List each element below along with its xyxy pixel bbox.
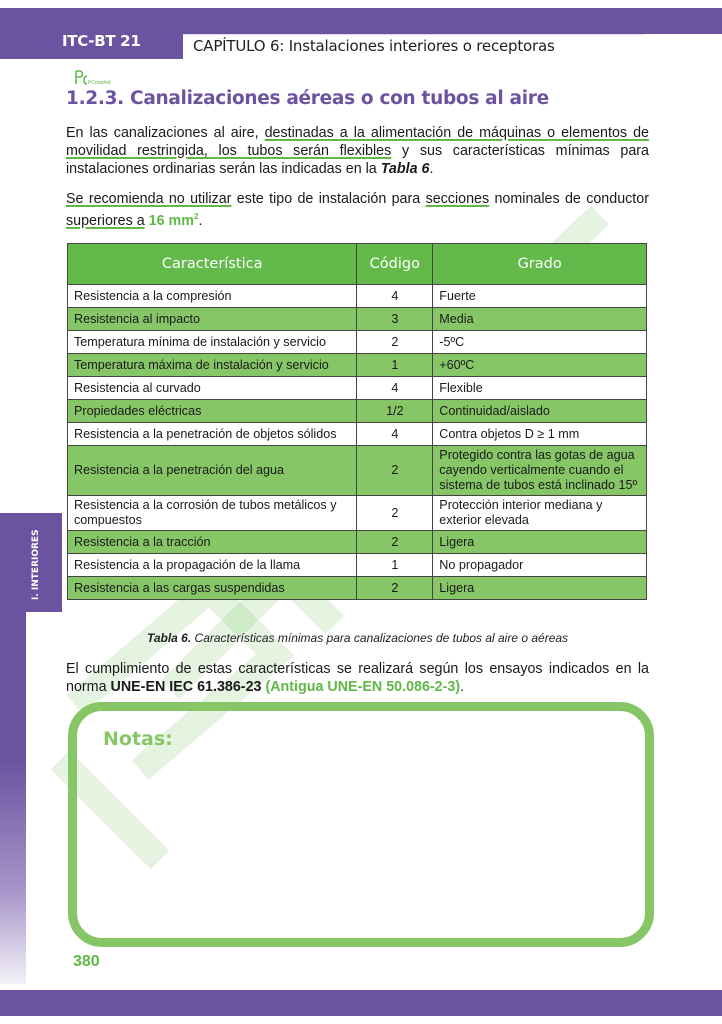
characteristic-cell: Temperatura máxima de instalación y servicio — [68, 354, 357, 377]
table-row — [68, 496, 647, 531]
characteristic-cell: Resistencia a las cargas suspendidas — [68, 577, 357, 600]
characteristic-cell: Resistencia a la penetración del agua — [68, 446, 357, 496]
table-row — [68, 554, 647, 577]
grade-cell: Ligera — [433, 577, 647, 600]
grade-cell: +60ºC — [433, 354, 647, 377]
code-cell: 1 — [357, 554, 433, 577]
table-row — [68, 308, 647, 331]
logo-text: PCmadrid — [88, 80, 111, 86]
section-title: 1.2.3. Canalizaciones aéreas o con tubos al aire — [66, 88, 549, 109]
code-cell: 2 — [357, 446, 433, 496]
characteristic-cell: Resistencia a la compresión — [68, 285, 357, 308]
code-cell: 3 — [357, 308, 433, 331]
table-row — [68, 331, 647, 354]
table-header-row — [68, 244, 647, 285]
grade-cell: Continuidad/aislado — [433, 400, 647, 423]
grade-cell: -5ºC — [433, 331, 647, 354]
footer-bar — [0, 990, 722, 1016]
underlined-text: Se recomienda no utilizar — [66, 191, 232, 207]
underlined-text: secciones — [425, 191, 490, 207]
standard-reference: UNE-EN IEC 61.386-23 — [110, 679, 262, 695]
text-run: . — [460, 679, 465, 695]
side-strip — [0, 612, 26, 984]
code-cell: 4 — [357, 377, 433, 400]
text-run: En las canalizaciones al aire, — [66, 125, 265, 141]
characteristic-cell: Resistencia a la penetración de objetos sólidos — [68, 423, 357, 446]
grade-cell: Protección interior mediana y exterior elevada — [433, 496, 647, 531]
table-row — [68, 400, 647, 423]
characteristic-cell: Resistencia a la corrosión de tubos metálicos y compuestos — [68, 496, 357, 531]
column-header: Característica — [68, 244, 357, 285]
caption-label: Tabla 6. — [146, 631, 192, 645]
text-run: y sus características mínimas para instalaciones ordinarias serán las indicadas en la — [66, 143, 649, 177]
chapter-title: CAPÍTULO 6: Instalaciones interiores o receptoras — [193, 37, 555, 55]
code-cell: 1/2 — [357, 400, 433, 423]
characteristic-cell: Resistencia al curvado — [68, 377, 357, 400]
table-row — [68, 377, 647, 400]
underlined-text: superiores a — [66, 212, 145, 229]
code-cell: 2 — [357, 531, 433, 554]
grade-cell: Ligera — [433, 531, 647, 554]
code-cell: 2 — [357, 577, 433, 600]
characteristics-table — [67, 243, 647, 600]
section-value: 16 mm — [148, 212, 194, 229]
code-cell: 2 — [357, 331, 433, 354]
grade-cell: Contra objetos D ≥ 1 mm — [433, 423, 647, 446]
side-tab-label: I. INTERIORES — [31, 529, 41, 600]
table-reference: Tabla 6 — [380, 161, 430, 177]
table-row — [68, 285, 647, 308]
grade-cell: No propagador — [433, 554, 647, 577]
table-row — [68, 423, 647, 446]
recommendation-paragraph — [66, 190, 649, 230]
table-caption — [66, 631, 649, 645]
grade-cell: Fuerte — [433, 285, 647, 308]
intro-paragraph — [66, 124, 649, 178]
superscript: 2 — [193, 212, 199, 221]
plc-madrid-logo-icon — [74, 69, 114, 87]
text-run: este tipo de instalación para — [231, 191, 426, 207]
compliance-paragraph — [66, 660, 649, 696]
regulation-code: ITC-BT 21 — [62, 32, 141, 50]
page-number: 380 — [73, 953, 100, 970]
grade-cell: Flexible — [433, 377, 647, 400]
grade-cell: Media — [433, 308, 647, 331]
text-run: . — [429, 161, 434, 177]
characteristic-cell: Resistencia al impacto — [68, 308, 357, 331]
caption-text: Características mínimas para canalizaciones de tubos al aire o aéreas — [191, 631, 569, 645]
table-row — [68, 354, 647, 377]
table-row — [68, 577, 647, 600]
characteristic-cell: Propiedades eléctricas — [68, 400, 357, 423]
grade-cell: Protegido contra las gotas de agua cayendo verticalmente cuando el sistema de tubos está inclinado 15º — [433, 446, 647, 496]
table-row — [68, 446, 647, 496]
notes-title: Notas: — [103, 728, 173, 750]
underlined-text: destinadas a la alimentación de máquinas o elementos de movilidad restringida, los tubos serán flexibles — [66, 125, 649, 159]
code-cell: 4 — [357, 285, 433, 308]
code-cell: 2 — [357, 496, 433, 531]
text-run: nominales de conductor — [489, 191, 649, 207]
code-cell: 1 — [357, 354, 433, 377]
table-row — [68, 531, 647, 554]
old-standard-reference: (Antigua UNE-EN 50.086-2-3) — [265, 679, 461, 695]
code-cell: 4 — [357, 423, 433, 446]
characteristic-cell: Resistencia a la propagación de la llama — [68, 554, 357, 577]
column-header: Grado — [433, 244, 647, 285]
column-header: Código — [357, 244, 433, 285]
text-run: El cumplimiento de estas características se realizará según los ensayos indicados en la norma — [66, 661, 649, 695]
text-run: . — [198, 212, 203, 229]
characteristic-cell: Resistencia a la tracción — [68, 531, 357, 554]
characteristic-cell: Temperatura mínima de instalación y servicio — [68, 331, 357, 354]
